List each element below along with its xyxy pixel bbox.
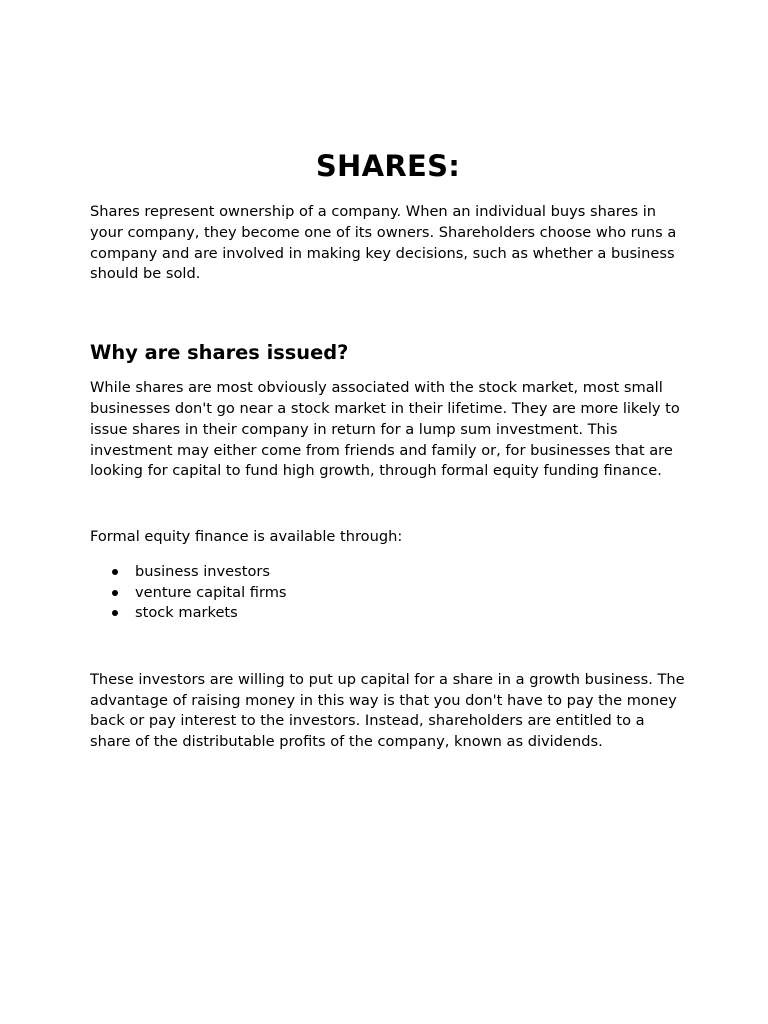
document-title: SHARES: bbox=[315, 149, 461, 183]
bullet-icon bbox=[112, 590, 118, 596]
list-item-text: stock markets bbox=[135, 604, 238, 622]
closing-paragraph: These investors are willing to put up capital for a share in a growth business. The advantage of raising money in this way is that you don't have to pay the money back or pay interest to the investors. Instead, shareholders are entitled to a share of the distributable profits of the company, known as dividends. bbox=[90, 670, 685, 751]
document-page bbox=[90, 145, 686, 753]
section-paragraph: While shares are most obviously associated with the stock market, most small businesses don't go near a stock market in their lifetime. They are more likely to issue shares in their company in return for a lump sum investment. This investment may either come from friends and family or, for businesses that are looking for capital to fund high growth, through formal equity funding finance. bbox=[90, 379, 680, 480]
list-item bbox=[90, 562, 686, 583]
list-item-text: venture capital firms bbox=[135, 583, 287, 601]
intro-paragraph: Shares represent ownership of a company. When an individual buys shares in your company, they become one of its owners. Shareholders choose who runs a company and are involved in making key decisions, such as whether a business should be sold. bbox=[90, 203, 677, 283]
bullet-list bbox=[90, 562, 686, 624]
list-item bbox=[90, 583, 686, 604]
bullet-icon bbox=[112, 610, 118, 616]
list-intro: Formal equity finance is available through: bbox=[90, 528, 403, 546]
bullet-icon bbox=[112, 569, 118, 575]
list-item-text: business investors bbox=[135, 562, 271, 580]
list-item bbox=[90, 603, 686, 624]
section-heading: Why are shares issued? bbox=[90, 341, 349, 365]
